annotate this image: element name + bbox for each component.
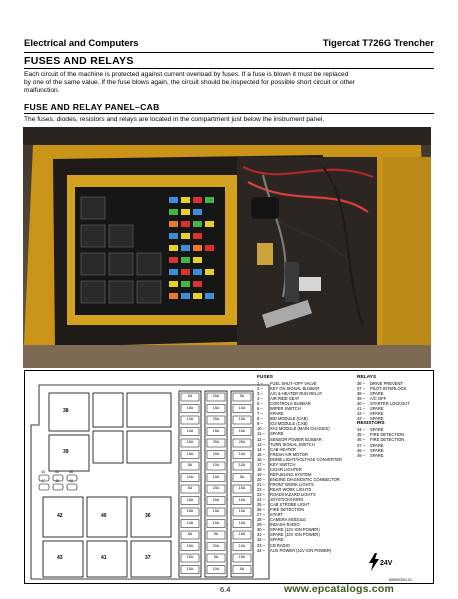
fuse-rating: 15A [238,417,246,422]
fuse-rating: 15A [186,497,194,502]
relay-label-41: 41 [101,555,107,561]
fuse-number: 34 – [257,547,265,553]
fuse-rating: 15A [238,520,246,525]
resistor-label-46: 46 [69,470,73,474]
fuse-number: 31 – [257,532,265,538]
fuse-number: 14 – [257,446,265,452]
fuse-description: CAMERA MODULE [270,517,306,523]
relay-label-37: 37 [145,555,151,561]
fuse-rating: 15A [238,555,246,560]
fuse-number: 23 – [257,492,265,498]
fuse-description: CAB STROBE LIGHT [270,502,310,508]
fuse-number: 6 – [257,406,263,412]
voltage-label: 24V [380,560,393,567]
fuse-rating: 10A [186,474,194,479]
fuse-number: 26 – [257,507,265,513]
fuse-rating: 10A [212,463,220,468]
fuse-description: START [270,512,284,518]
fuse-description: SPARE [270,411,284,417]
relay-36 [131,497,171,537]
relay-label-36: 36 [145,513,151,519]
fuses-heading: FUSES [257,375,273,380]
fuse-item [257,548,342,553]
fuse-description: XA2 MODULE (MAIN CHASSIS) [270,426,330,432]
fuse-number: 27 – [257,512,265,518]
fuse-rating: 20A [212,486,220,491]
subsection-divider [24,113,434,114]
fuse-number: 4 – [257,396,263,402]
relay-number: 38 – [357,391,365,397]
fuse-description: CONTROLS BUSBAR [270,401,311,407]
fuse-rating: 10A [238,463,246,468]
relay-description: SPARE [370,416,384,422]
header-divider [24,52,434,53]
relay-label-40: 40 [101,513,107,519]
fuse-rating: 20A [212,543,220,548]
resistor-label-48: 48 [55,479,59,483]
relay-description: STARTER LOCKOUT [370,401,410,407]
page-header [24,38,434,52]
resistors-heading: RESISTORS [357,421,385,427]
fuse-rating: 15A [186,566,194,571]
fuse-description: SPARE [270,537,284,543]
fuse-number: 19 – [257,471,265,477]
intro-line-1: Each circuit of the machine is protected against current overload by fuses. If a fuse is blown it must be replaced [24,71,349,78]
relay-number: 43 – [357,416,365,422]
relay-description: SPARE [370,406,384,412]
fuse-rating: 10A [212,566,220,571]
fuse-rating: 5A [239,474,245,479]
fuse-description: CAB HEATER [270,446,296,452]
fuse-rating: 5A [187,486,193,491]
fuse-rating: 15A [186,451,194,456]
subsection-title: FUSE AND RELAY PANEL–CAB [24,102,160,112]
relay-number: 37 – [357,386,365,392]
fuse-rating: 5A [213,555,219,560]
intro-line-3: malfunction. [24,87,60,94]
fuse-number: 10 – [257,426,265,432]
relay-number: 42 – [357,411,365,417]
subsection-text: The fuses, diodes, resistors and relays are located in the compartment just below the instrument panel. [24,116,325,123]
fuse-number: 8 – [257,416,263,422]
fuse-rating: 15A [186,440,194,445]
fuse-number: 18 – [257,466,265,472]
fuse-number: 2 – [257,386,263,392]
fuse-description: IO3 MODULE (CAB) [270,421,308,427]
fuse-description: SENSOR POWER BUSBAR [270,436,322,442]
resistor-description: FIRE DETECTION [370,437,405,443]
relay-label-39: 39 [63,449,69,455]
fuse-rating: 10A [238,497,246,502]
fuse-number: 11 – [257,431,265,437]
diagram-part-number: 6959SG0G.01 [389,578,412,582]
resistor-description: SPARE [370,452,384,458]
resistor-number: 45 – [357,432,365,438]
fuse-description: AUX POWER (12V ION POWER) [270,547,332,553]
header-model: Tigercat T726G Trencher [322,38,434,49]
fuse-number: 25 – [257,502,265,508]
fuse-description: KEY SWITCH [270,461,296,467]
fuse-rating: 15A [238,486,246,491]
fuse-description: REFUELING SYSTEM [270,471,312,477]
resistor-number: 49 – [357,452,365,458]
fuse-rating: 10A [212,509,220,514]
relay-number: 40 – [357,401,365,407]
fuse-rating: 25A [238,440,246,445]
fuse-description: JOYSTICK/HORN [270,497,304,503]
relay-42 [43,497,83,537]
fuse-rating: 15A [186,405,194,410]
fuse-number: 32 – [257,537,265,543]
fuse-rating: 20A [212,394,220,399]
section-divider [24,68,434,69]
fuse-panel-photo-art [23,127,431,368]
fuse-number: 28 – [257,517,265,523]
fuse-panel-photo [23,127,431,368]
fuse-rating: 20A [212,451,220,456]
fuse-rating: 10A [186,428,194,433]
fuse-description: ROAD/HAZARD LIGHTS [270,492,316,498]
fuse-rating: 5A [239,394,245,399]
fuse-rating: 10A [186,417,194,422]
fuses-legend [257,375,342,553]
relay-43 [43,541,83,577]
fuse-number: 29 – [257,522,265,528]
relay-label-38: 38 [63,408,69,414]
fuse-rating: 5A [213,532,219,537]
fuse-rating: 10A [238,543,246,548]
fuse-description: AIR RIDE SEAT [270,396,300,402]
resistor-number: 48 – [357,447,365,453]
fuse-description: FRONT WORK LIGHTS [270,481,314,487]
fuse-rating: 25A [212,440,220,445]
fuse-number: 21 – [257,481,265,487]
relay-description: A/C OFF [370,396,387,402]
resistor-item [357,453,410,458]
fuse-rating: 10A [238,405,246,410]
fuse-number: 22 – [257,486,265,492]
resistor-label-49: 49 [69,479,73,483]
fuse-rating: 5A [187,394,193,399]
fuse-number: 33 – [257,542,265,548]
fuse-rating: 15A [238,509,246,514]
fuse-number: 17 – [257,461,265,467]
fuse-rating: 15A [186,543,194,548]
fuse-description: SPARE (12V ION POWER) [270,532,320,538]
resistor-label-45: 45 [55,470,59,474]
relay-label-42: 42 [57,513,63,519]
fuse-description: ENGINE DIAGNOSTIC CONNECTOR [270,476,340,482]
page-number: 6.4 [220,585,231,594]
fuse-number: 20 – [257,476,265,482]
fuse-rating: 15A [238,532,246,537]
fuse-number: 16 – [257,456,265,462]
relay-number: 39 – [357,396,365,402]
resistor-label-44: 44 [41,470,45,474]
fuse-rating: 5A [187,463,193,468]
fuse-relay-diagram [24,370,434,584]
voltage-bolt-icon [368,553,380,571]
fuse-number: 7 – [257,411,263,417]
relay-37 [131,541,171,577]
fuse-description: KEY ON SIGNAL BUSBAR [270,386,320,392]
fuse-rating: 15A [186,555,194,560]
fuse-rating: 10A [212,520,220,525]
relay-40 [87,497,127,537]
fuse-rating: 10A [186,520,194,525]
relay-description: PILOT INTERLOCK [370,386,407,392]
fuse-description: WIPER SWITCH [270,406,301,412]
fuse-number: 5 – [257,401,263,407]
fuse-description: INDASH RADIO [270,522,300,528]
relays-legend [357,375,410,458]
fuse-rating: 15A [212,428,220,433]
fuse-rating: 20A [212,497,220,502]
fuse-rating: 15A [212,405,220,410]
fuse-rating: 15A [238,428,246,433]
fuse-description: CIGAR LIGHTER [270,466,302,472]
fuse-description: DOME LIGHT/VOLTAGE CONVERTER [270,456,343,462]
fuse-rating: 15A [186,509,194,514]
fuse-description: IBD MODULE (CAB) [270,416,308,422]
resistor-description: FIRE DETECTION [370,432,405,438]
resistor-number: 47 – [357,442,365,448]
fuse-number: 12 – [257,436,265,442]
fuse-description: FIRE DETECTION [270,507,305,513]
fuse-rating: 25A [212,417,220,422]
relays-heading: RELAYS [357,375,377,380]
relay-description: SPARE [370,411,384,417]
section-title: FUSES AND RELAYS [24,55,134,67]
relay-number: 36 – [357,381,365,386]
fuse-description: CB RADIO [270,542,290,548]
relay-41 [87,541,127,577]
resistor-number: 44 – [357,427,365,433]
fuse-rating: 5A [239,566,245,571]
resistor-description: SPARE [370,442,384,448]
fuse-number: 3 – [257,391,263,397]
resistor-description: SPARE [370,447,384,453]
fuse-number: 15 – [257,451,265,457]
fuse-number: 30 – [257,527,265,533]
fuse-rating: 5A [187,532,193,537]
fuse-description: SPARE [270,431,284,437]
relay-label-43: 43 [57,555,63,561]
fuse-description: FRESH AIR MOTOR [270,451,308,457]
intro-line-2: by one of the same value. If the fuse blows again, the circuit should be inspected for possible short circuit or other [24,79,355,86]
fuse-description: SPARE (12V ION POWER) [270,527,320,533]
relay-description: SPARE [370,391,384,397]
fuse-number: 24 – [257,497,265,503]
resistor-description: SPARE [370,427,384,433]
fuse-number: 13 – [257,441,265,447]
fuse-description: REAR WORK LIGHTS [270,486,312,492]
relay-39 [49,435,89,471]
fuse-number: 1 – [257,381,263,386]
fuse-description: TURN SIGNAL SWITCH [270,441,315,447]
relay-number: 41 – [357,406,365,412]
relay-description: DRIVE PREVENT [370,381,403,386]
fuse-description: FUEL SHUT–OFF VALVE [270,381,317,386]
fuse-description: A/C & HEATER RUN RELAY [270,391,323,397]
relay-38 [49,393,89,431]
resistor-label-47: 47 [41,479,45,483]
fuse-number: 9 – [257,421,263,427]
fuse-rating: 10A [212,474,220,479]
header-section: Electrical and Computers [24,38,139,49]
watermark-url: www.epcatalogs.com [284,583,394,595]
fuse-rating: 10A [238,451,246,456]
resistor-number: 46 – [357,437,365,443]
